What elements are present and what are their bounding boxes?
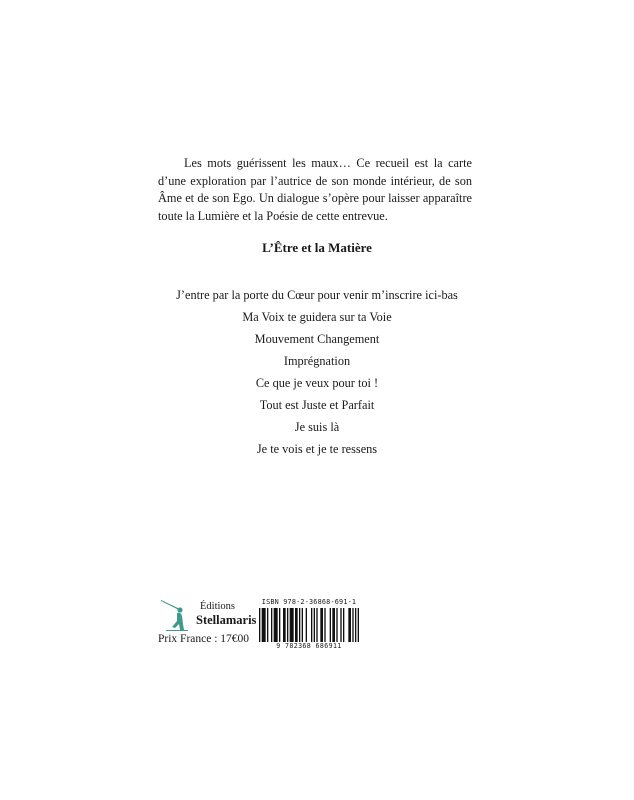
barcode-bar	[336, 608, 337, 642]
price-label: Prix France : 17€00	[158, 633, 250, 645]
publisher-logo	[158, 597, 258, 631]
barcode-bar	[343, 608, 344, 642]
barcode-bar	[299, 608, 300, 642]
barcode-bar	[324, 608, 325, 642]
barcode-bar	[290, 608, 294, 642]
barcode-bar	[262, 608, 263, 642]
barcode-bar	[340, 608, 341, 642]
barcode-bar	[295, 608, 298, 642]
barcode-bar	[271, 608, 272, 642]
poem-line: Imprégnation	[283, 354, 351, 368]
barcode-bar	[332, 608, 335, 642]
poem-excerpt	[0, 287, 634, 463]
isbn-text: ISBN 978-2-36868-691-1	[261, 598, 357, 606]
barcode-bar	[306, 608, 307, 642]
publisher-name: Stellamaris	[196, 613, 257, 627]
poem-line: Tout est Juste et Parfait	[259, 398, 375, 412]
barcode-bar	[330, 608, 331, 642]
barcode-bar	[352, 608, 353, 642]
barcode-bar	[279, 608, 280, 642]
barcode-bar	[287, 608, 288, 642]
poem-line: Mouvement Changement	[254, 332, 380, 346]
ean-digits: 9 782368 686911	[276, 642, 342, 650]
publisher-label: Éditions	[200, 601, 236, 612]
barcode-bar	[259, 608, 260, 642]
poem-line: Ce que je veux pour toi !	[255, 376, 379, 390]
poem-line: Je suis là	[294, 420, 340, 434]
poem-line: J’entre par la porte du Cœur pour venir m’inscrire ici-bas	[176, 288, 458, 302]
barcode-bars-icon	[259, 608, 359, 642]
poem-line: Ma Voix te guidera sur ta Voie	[242, 310, 392, 324]
barcode-bar	[355, 608, 356, 642]
blurb-paragraph: Les mots guérissent les maux… Ce recueil est la carte d’une exploration par l’autrice de son monde intérieur, de son Âme et de son Ego. Un dialogue s’opère pour laisser apparaître toute la Lumière et la Poésie de cette entrevue.	[158, 156, 472, 223]
barcode-bar	[302, 608, 303, 642]
barcode-bar	[267, 608, 268, 642]
book-title: L’Être et la Matière	[262, 240, 372, 255]
barcode-bar	[358, 608, 359, 642]
barcode-bar	[311, 608, 312, 642]
poem-line: Je te vois et je te ressens	[256, 442, 378, 456]
fisherman-icon	[158, 597, 200, 631]
barcode-bar	[283, 608, 286, 642]
barcode-bar	[314, 608, 315, 642]
barcode-bar	[320, 608, 323, 642]
barcode-bar	[316, 608, 317, 642]
barcode-bar	[263, 608, 266, 642]
barcode	[255, 598, 363, 650]
barcode-bar	[274, 608, 278, 642]
barcode-bar	[348, 608, 351, 642]
